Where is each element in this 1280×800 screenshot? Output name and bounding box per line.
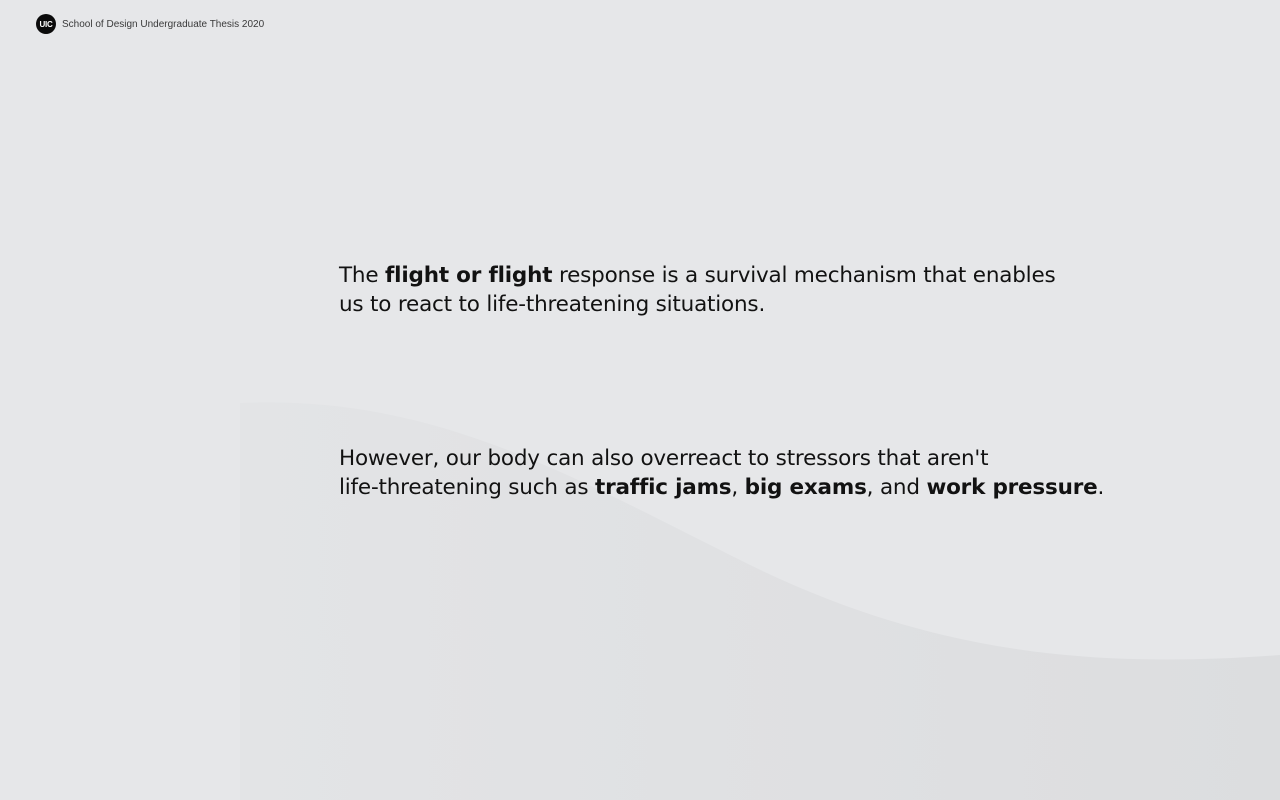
uic-logo: UIC: [36, 14, 56, 34]
p2-sep1: ,: [731, 475, 745, 500]
p2-text-pre: life-threatening such as: [339, 475, 596, 500]
paragraph2-line1: However, our body can also overreact to stressors that aren't: [339, 446, 989, 471]
p1-text-pre: The: [339, 263, 386, 288]
paragraph2-line2: [339, 473, 1139, 502]
p2-bold-work-pressure: work pressure: [926, 475, 1098, 500]
p1-bold-term: flight or flight: [385, 263, 553, 288]
paragraph-overreaction: [339, 444, 1139, 502]
p2-bold-traffic-jams: traffic jams: [595, 475, 732, 500]
header-title: School of Design Undergraduate Thesis 2020: [62, 18, 265, 30]
p1-text-post: response is a survival mechanism that enables: [552, 263, 1056, 288]
p2-sep2: , and: [866, 475, 927, 500]
paragraph-flight-response: [339, 261, 1139, 319]
p2-end: .: [1097, 475, 1105, 500]
brand-header: [36, 14, 264, 34]
p2-bold-big-exams: big exams: [744, 475, 867, 500]
paragraph1-line2: us to react to life-threatening situations.: [339, 292, 766, 317]
paragraph1-line1: [339, 261, 1139, 290]
